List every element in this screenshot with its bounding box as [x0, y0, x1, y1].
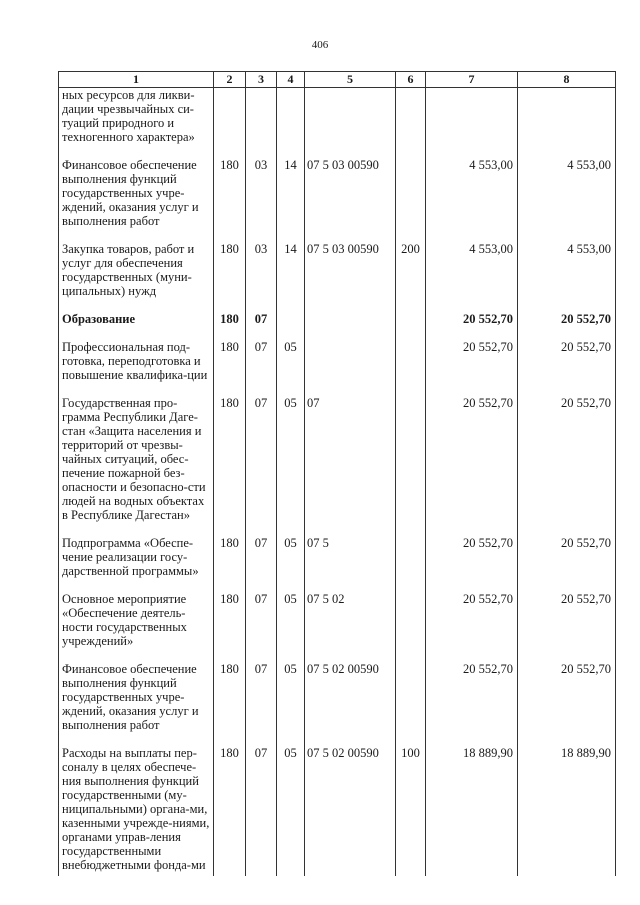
column-header: 6	[396, 72, 426, 88]
expense-type-cell: 200	[396, 242, 426, 312]
section-code-cell: 03	[246, 242, 277, 312]
amount-cell: 20 552,70	[518, 340, 616, 396]
table-body	[59, 88, 616, 877]
expense-type-cell	[396, 662, 426, 746]
amount-cell: 20 552,70	[426, 536, 518, 592]
target-article-cell	[305, 340, 396, 396]
table-row	[59, 340, 616, 396]
subsection-code-cell: 05	[277, 746, 305, 876]
expense-type-cell	[396, 158, 426, 242]
target-article-cell: 07 5 03 00590	[305, 242, 396, 312]
row-name-cell: Профессиональная под-готовка, переподготовка и повышение квалифика-ции	[59, 340, 214, 396]
table-row	[59, 396, 616, 536]
amount-cell: 20 552,70	[426, 592, 518, 662]
amount-cell: 4 553,00	[426, 242, 518, 312]
row-name-cell: Основное мероприятие «Обеспечение деятель-ности государственных учреждений»	[59, 592, 214, 662]
table-header-row	[59, 72, 616, 88]
section-code-cell: 07	[246, 592, 277, 662]
page-number: 406	[311, 39, 329, 51]
table-row	[59, 242, 616, 312]
row-name-cell: ных ресурсов для ликви-дации чрезвычайных си-туаций природного и техногенного характера»	[59, 88, 214, 159]
target-article-cell: 07 5 02 00590	[305, 662, 396, 746]
column-header: 5	[305, 72, 396, 88]
target-article-cell: 07 5 02	[305, 592, 396, 662]
ministry-code-cell: 180	[214, 158, 246, 242]
amount-cell: 20 552,70	[426, 396, 518, 536]
row-name-cell: Образование	[59, 312, 214, 340]
expense-type-cell	[396, 592, 426, 662]
column-header: 2	[214, 72, 246, 88]
column-header: 4	[277, 72, 305, 88]
amount-cell: 20 552,70	[426, 312, 518, 340]
row-name-cell: Подпрограмма «Обеспе-чение реализации госу-дарственной программы»	[59, 536, 214, 592]
ministry-code-cell: 180	[214, 312, 246, 340]
column-header: 7	[426, 72, 518, 88]
subsection-code-cell: 14	[277, 158, 305, 242]
table-row	[59, 662, 616, 746]
amount-cell: 20 552,70	[518, 396, 616, 536]
table-row	[59, 746, 616, 876]
section-code-cell	[246, 88, 277, 159]
target-article-cell	[305, 312, 396, 340]
amount-cell: 4 553,00	[426, 158, 518, 242]
ministry-code-cell: 180	[214, 662, 246, 746]
amount-cell: 4 553,00	[518, 242, 616, 312]
table-row	[59, 312, 616, 340]
expense-type-cell	[396, 312, 426, 340]
target-article-cell: 07	[305, 396, 396, 536]
ministry-code-cell: 180	[214, 592, 246, 662]
expense-type-cell	[396, 536, 426, 592]
ministry-code-cell	[214, 88, 246, 159]
amount-cell: 20 552,70	[518, 662, 616, 746]
expense-type-cell	[396, 88, 426, 159]
amount-cell: 18 889,90	[426, 746, 518, 876]
subsection-code-cell	[277, 88, 305, 159]
column-header: 8	[518, 72, 616, 88]
amount-cell: 20 552,70	[426, 662, 518, 746]
subsection-code-cell: 05	[277, 340, 305, 396]
subsection-code-cell: 05	[277, 536, 305, 592]
subsection-code-cell	[277, 312, 305, 340]
ministry-code-cell: 180	[214, 242, 246, 312]
section-code-cell: 07	[246, 312, 277, 340]
row-name-cell: Финансовое обеспечение выполнения функций государственных учре-ждений, оказания услуг и выполнения работ	[59, 662, 214, 746]
amount-cell	[426, 88, 518, 159]
table-row	[59, 158, 616, 242]
amount-cell: 18 889,90	[518, 746, 616, 876]
amount-cell	[518, 88, 616, 159]
amount-cell: 20 552,70	[426, 340, 518, 396]
subsection-code-cell: 14	[277, 242, 305, 312]
row-name-cell: Финансовое обеспечение выполнения функций государственных учре-ждений, оказания услуг и выполнения работ	[59, 158, 214, 242]
table-row	[59, 536, 616, 592]
budget-table	[58, 71, 616, 876]
section-code-cell: 07	[246, 662, 277, 746]
expense-type-cell	[396, 340, 426, 396]
expense-type-cell	[396, 396, 426, 536]
ministry-code-cell: 180	[214, 536, 246, 592]
subsection-code-cell: 05	[277, 592, 305, 662]
column-header: 1	[59, 72, 214, 88]
target-article-cell: 07 5 02 00590	[305, 746, 396, 876]
section-code-cell: 07	[246, 396, 277, 536]
ministry-code-cell: 180	[214, 746, 246, 876]
row-name-cell: Расходы на выплаты пер-соналу в целях обеспече-ния выполнения функций государственными (му-ниципальными) органа-ми, казенными учрежде-ниями, органами управ-ления государственными внебюджетными фонда-ми	[59, 746, 214, 876]
ministry-code-cell: 180	[214, 340, 246, 396]
section-code-cell: 07	[246, 536, 277, 592]
amount-cell: 20 552,70	[518, 312, 616, 340]
subsection-code-cell: 05	[277, 662, 305, 746]
section-code-cell: 07	[246, 746, 277, 876]
row-name-cell: Государственная про-грамма Республики Даге-стан «Защита населения и территорий от чрезвы-чайных ситуаций, обес-печение пожарной без-опасности и безопасно-сти людей на водных объектах в Республике Дагестан»	[59, 396, 214, 536]
table-row	[59, 88, 616, 159]
target-article-cell: 07 5	[305, 536, 396, 592]
table-row	[59, 592, 616, 662]
expense-type-cell: 100	[396, 746, 426, 876]
amount-cell: 4 553,00	[518, 158, 616, 242]
target-article-cell: 07 5 03 00590	[305, 158, 396, 242]
row-name-cell: Закупка товаров, работ и услуг для обеспечения государственных (муни-ципальных) нужд	[59, 242, 214, 312]
amount-cell: 20 552,70	[518, 592, 616, 662]
subsection-code-cell: 05	[277, 396, 305, 536]
amount-cell: 20 552,70	[518, 536, 616, 592]
column-header: 3	[246, 72, 277, 88]
section-code-cell: 07	[246, 340, 277, 396]
section-code-cell: 03	[246, 158, 277, 242]
ministry-code-cell: 180	[214, 396, 246, 536]
target-article-cell	[305, 88, 396, 159]
